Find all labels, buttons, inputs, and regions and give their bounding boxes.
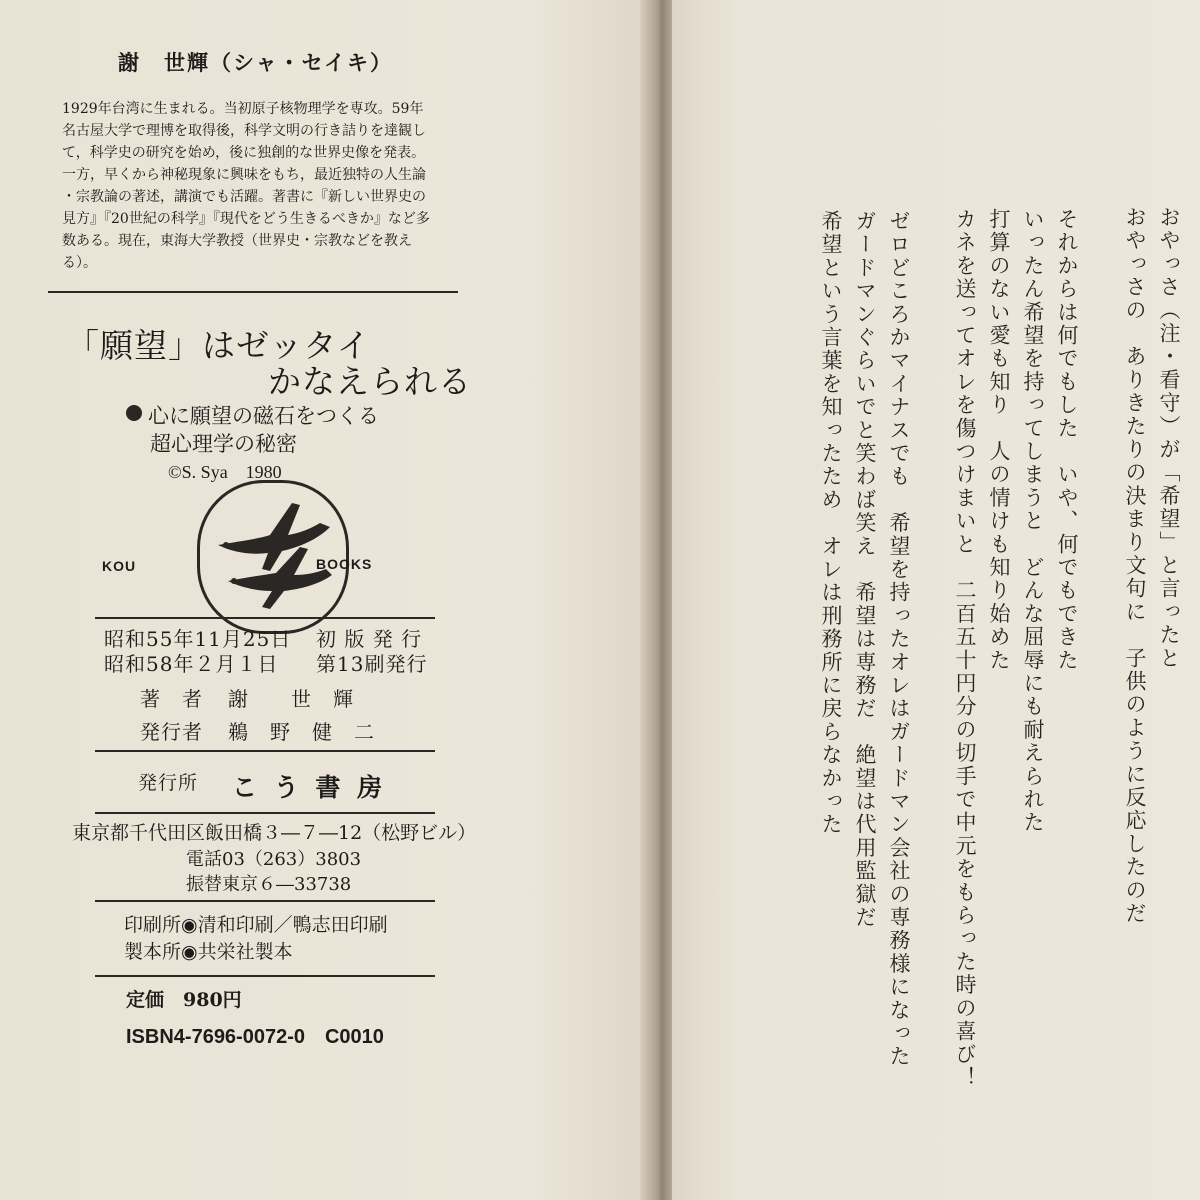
text-column: 打算のない愛も知り 人の情けも知り始めた (987, 208, 1011, 672)
publishing-house-name: こ う 書 房 (232, 773, 387, 802)
text-column: 希望という言葉を知ったため オレは刑務所に戻らなかった (819, 210, 843, 837)
author-bio (62, 98, 472, 274)
bio-line: 数ある。現在，東海大学教授（世界史・宗教などを教え (62, 233, 412, 249)
logo-left-word: KOU (102, 558, 137, 574)
printing-label: 第13刷発行 (316, 652, 428, 676)
author-name: 謝 世輝（シャ・セイキ） (118, 50, 393, 75)
bio-line: て，科学史の研究を始め，後に独創的な世界史像を発表。 (62, 145, 426, 161)
publisher-address: 東京都千代田区飯田橋３―７―12（松野ビル） (72, 822, 477, 844)
first-edition-label: 初 版 発 行 (316, 627, 423, 651)
text-column: それからは何でもした いや、何でもできた (1055, 208, 1079, 672)
author-label: 著 者 (140, 687, 203, 711)
book-title-line2: かなえられる (268, 362, 472, 401)
logo-right-word: BOOKS (316, 556, 373, 572)
publisher-value: 鵜 野 健 二 (228, 720, 375, 744)
publisher-phone: 電話03（263）3803 (186, 849, 362, 870)
first-edition-date: 昭和55年11月25日 (104, 627, 292, 651)
right-page (672, 0, 1200, 1200)
text-column: カネを送ってオレを傷つけまいと 二百五十円分の切手で中元をもらった時の喜び！ (953, 208, 977, 1090)
text-column: いったん希望を持ってしまうと どんな屈辱にも耐えられた (1021, 208, 1045, 835)
divider-rule (95, 812, 435, 814)
copyright-notice: ©S. Sya 1980 (168, 462, 282, 482)
bio-line: ・宗教論の著述，講演でも活躍。著書に『新しい世界史の (62, 189, 426, 205)
publisher-label: 発行者 (140, 720, 203, 744)
divider-rule (95, 617, 435, 619)
book-title-line1: 「願望」はゼッタイ (66, 326, 371, 365)
divider-rule (95, 750, 435, 752)
bio-line: 一方，早くから神秘現象に興味をもち，最近独特の人生論 (62, 167, 426, 183)
divider-rule (95, 900, 435, 902)
text-column: ゼロどころかマイナスでも 希望を持ったオレはガードマン会社の専務様になった (887, 210, 911, 1069)
divider-rule (48, 291, 458, 293)
bio-line: る）。 (62, 255, 97, 271)
author-value: 謝 世 輝 (228, 687, 354, 711)
text-column: おやっさ（注・看守）が「希望」と言ったと (1157, 206, 1181, 670)
price: 定価 980円 (126, 989, 242, 1011)
book-subtitle-line1: 心に願望の磁石をつくる (148, 404, 379, 428)
divider-rule (95, 975, 435, 977)
text-column: おやっさの ありきたりの決まり文句に 子供のように反応したのだ (1123, 206, 1147, 926)
publisher-transfer-account: 振替東京６―33738 (186, 874, 352, 895)
bio-line: 名古屋大学で理博を取得後，科学文明の行き詰りを達観し (62, 123, 426, 139)
binder: 製本所◉共栄社製本 (124, 941, 293, 963)
printing-date: 昭和58年２月１日 (104, 652, 279, 676)
isbn: ISBN4-7696-0072-0 C0010 (126, 1026, 384, 1048)
bio-line: 見方』『20世紀の科学』『現代をどう生きるべきか』など多 (62, 211, 430, 227)
book-subtitle-line2: 超心理学の秘密 (150, 432, 297, 456)
publishing-house-label: 発行所 (138, 772, 199, 794)
text-column: ガードマンぐらいでと笑わば笑え 希望は専務だ 絶望は代用監獄だ (853, 210, 877, 930)
bio-line: 1929年台湾に生まれる。当初原子核物理学を専攻。59年 (62, 101, 424, 117)
bullet-icon (126, 405, 142, 421)
printer: 印刷所◉清和印刷／鴨志田印刷 (124, 914, 388, 936)
